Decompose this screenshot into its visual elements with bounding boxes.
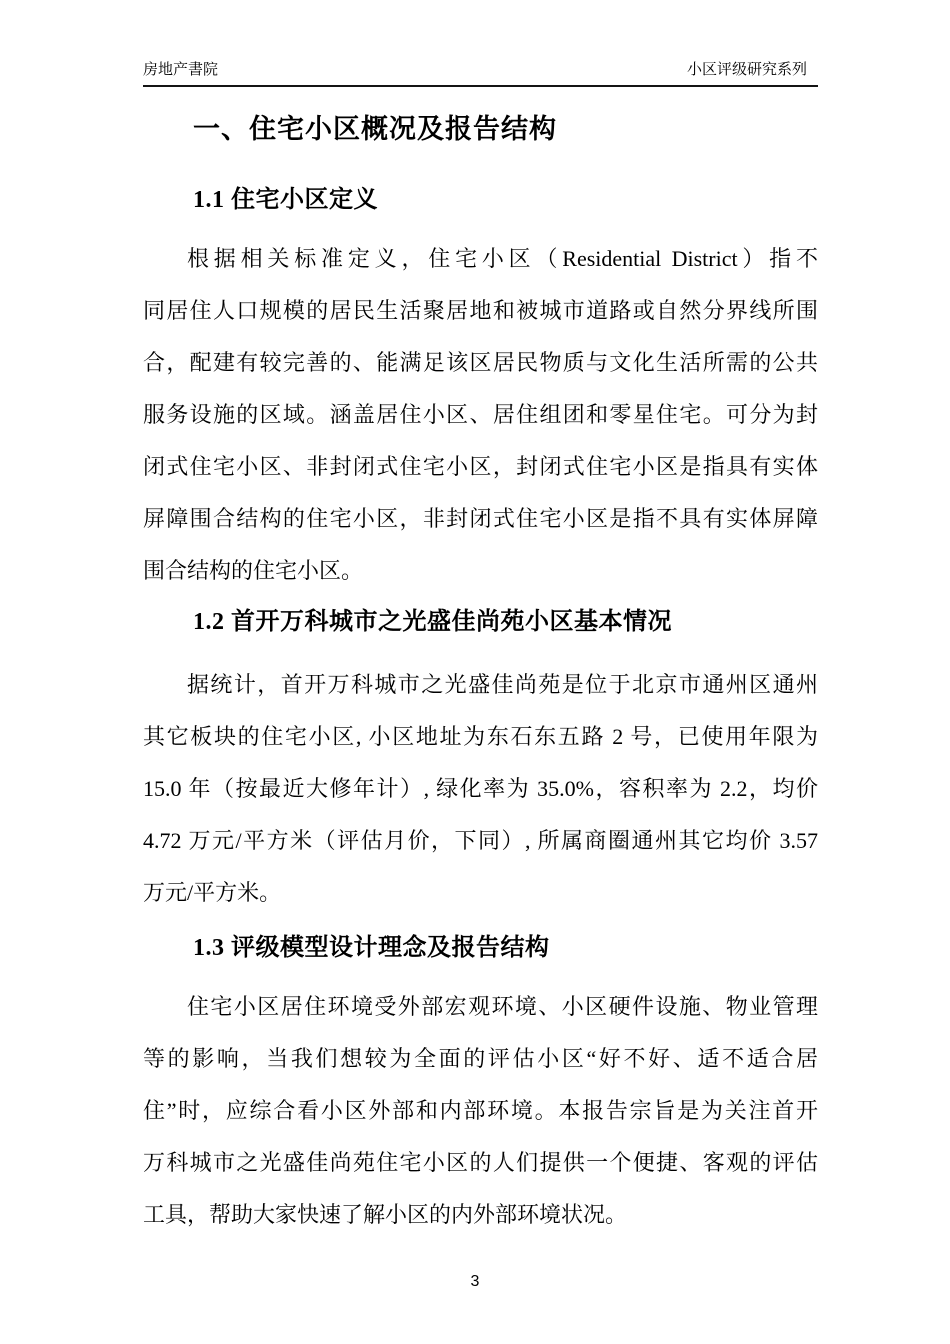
paragraph-line: 工具，帮助大家快速了解小区的内外部环境状况。 xyxy=(143,1202,628,1227)
paragraph-line: 根据相关标准定义，住宅小区（Residential District）指不 xyxy=(187,246,818,271)
paragraph-line: 等的影响，当我们想较为全面的评估小区“好不好、适不适合居 xyxy=(143,1046,818,1071)
paragraph-line: 住”时，应综合看小区外部和内部环境。本报告宗旨是为关注首开 xyxy=(143,1098,818,1123)
paragraph-line: 屏障围合结构的住宅小区，非封闭式住宅小区是指不具有实体屏障 xyxy=(143,506,818,531)
paragraph-line: 服务设施的区域。涵盖居住小区、居住组团和零星住宅。可分为封 xyxy=(143,402,818,427)
paragraph-line: 合，配建有较完善的、能满足该区居民物质与文化生活所需的公共 xyxy=(143,350,818,375)
paragraph-1-1 xyxy=(143,233,818,597)
content-column xyxy=(143,0,818,1241)
paragraph-line: 据统计，首开万科城市之光盛佳尚苑是位于北京市通州区通州 xyxy=(187,672,818,697)
paragraph-line: 万科城市之光盛佳尚苑住宅小区的人们提供一个便捷、客观的评估 xyxy=(143,1150,818,1175)
paragraph-line: 万元/平方米。 xyxy=(143,880,282,905)
paragraph-1-3 xyxy=(143,981,818,1241)
paragraph-line: 围合结构的住宅小区。 xyxy=(143,558,364,583)
chapter-title: 一、住宅小区概况及报告结构 xyxy=(193,114,557,144)
section-heading-1-1: 1.1 住宅小区定义 xyxy=(193,187,378,213)
header-right-text: 小区评级研究系列 xyxy=(686,61,807,78)
section-heading-1-3: 1.3 评级模型设计理念及报告结构 xyxy=(193,935,550,961)
paragraph-line: 4.72 万元/平方米（评估月价，下同）, 所属商圈通州其它均价 3.57 xyxy=(143,828,818,853)
page-number: 3 xyxy=(470,1273,480,1290)
page-header xyxy=(143,0,818,87)
paragraph-line: 其它板块的住宅小区, 小区地址为东石东五路 2 号，已使用年限为 xyxy=(143,724,818,749)
paragraph-line: 15.0 年（按最近大修年计）, 绿化率为 35.0%，容积率为 2.2，均价 xyxy=(143,776,818,801)
paragraph-line: 住宅小区居住环境受外部宏观环境、小区硬件设施、物业管理 xyxy=(187,994,818,1019)
paragraph-line: 闭式住宅小区、非封闭式住宅小区，封闭式住宅小区是指具有实体 xyxy=(143,454,818,479)
paragraph-line: 同居住人口规模的居民生活聚居地和被城市道路或自然分界线所围 xyxy=(143,298,818,323)
paragraph-1-2 xyxy=(143,659,818,919)
section-heading-1-2: 1.2 首开万科城市之光盛佳尚苑小区基本情况 xyxy=(193,609,672,635)
header-left-text: 房地产書院 xyxy=(143,61,219,78)
